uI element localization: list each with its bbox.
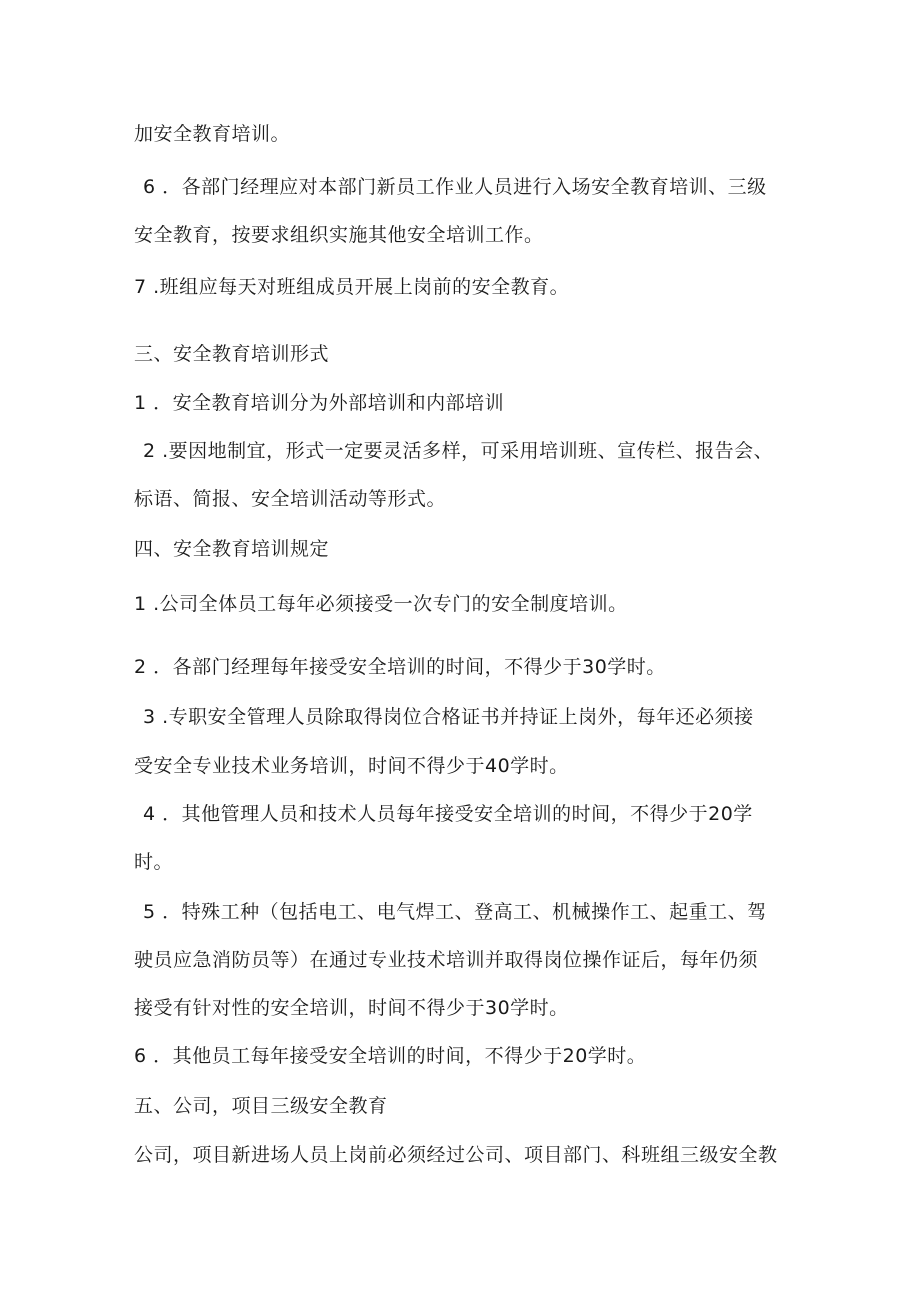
list-item-1: 1 .公司全体员工每年必须接受一次专门的安全制度培训。 — [134, 593, 628, 615]
paragraph-line: 公司，项目新进场人员上岗前必须经过公司、项目部门、科班组三级安全教 — [134, 1144, 778, 1166]
list-item-4-line-2: 时。 — [134, 851, 174, 873]
list-item-2-line-1: 2 .要因地制宜，形式一定要灵活多样，可采用培训班、宣传栏、报告会、 — [143, 440, 774, 462]
section-heading-4: 四、安全教育培训规定 — [134, 538, 330, 560]
list-item-3-line-1: 3 .专职安全管理人员除取得岗位合格证书并持证上岗外，每年还必须接 — [143, 706, 754, 728]
list-item-1: 1 ．安全教育培训分为外部培训和内部培训 — [134, 392, 505, 414]
list-item-5-line-3: 接受有针对性的安全培训，时间不得少于30学时。 — [134, 997, 569, 1019]
list-item-5-line-1: 5 ．特殊工种（包括电工、电气焊工、登高工、机械操作工、起重工、驾 — [143, 901, 767, 923]
list-item-2-line-2: 标语、简报、安全培训活动等形式。 — [134, 488, 447, 510]
list-item-2: 2 ．各部门经理每年接受安全培训的时间，不得少于30学时。 — [134, 656, 666, 678]
list-item-3-line-2: 受安全专业技术业务培训，时间不得少于40学时。 — [134, 755, 569, 777]
section-heading-5: 五、公司，项目三级安全教育 — [134, 1095, 388, 1117]
list-item-5-line-2: 驶员应急消防员等）在通过专业技术培训并取得岗位操作证后，每年仍须 — [134, 949, 759, 971]
list-item-4-line-1: 4 ．其他管理人员和技术人员每年接受安全培训的时间，不得少于20学 — [143, 803, 753, 825]
list-item-6: 6 ．其他员工每年接受安全培训的时间，不得少于20学时。 — [134, 1045, 647, 1067]
text-line: 加安全教育培训。 — [134, 123, 291, 145]
list-item-7: 7 .班组应每天对班组成员开展上岗前的安全教育。 — [134, 276, 570, 298]
section-heading-3: 三、安全教育培训形式 — [134, 343, 330, 365]
list-item-6-line-1: 6 ．各部门经理应对本部门新员工作业人员进行入场安全教育培训、三级 — [143, 176, 767, 198]
list-item-6-line-2: 安全教育，按要求组织实施其他安全培训工作。 — [134, 224, 544, 246]
